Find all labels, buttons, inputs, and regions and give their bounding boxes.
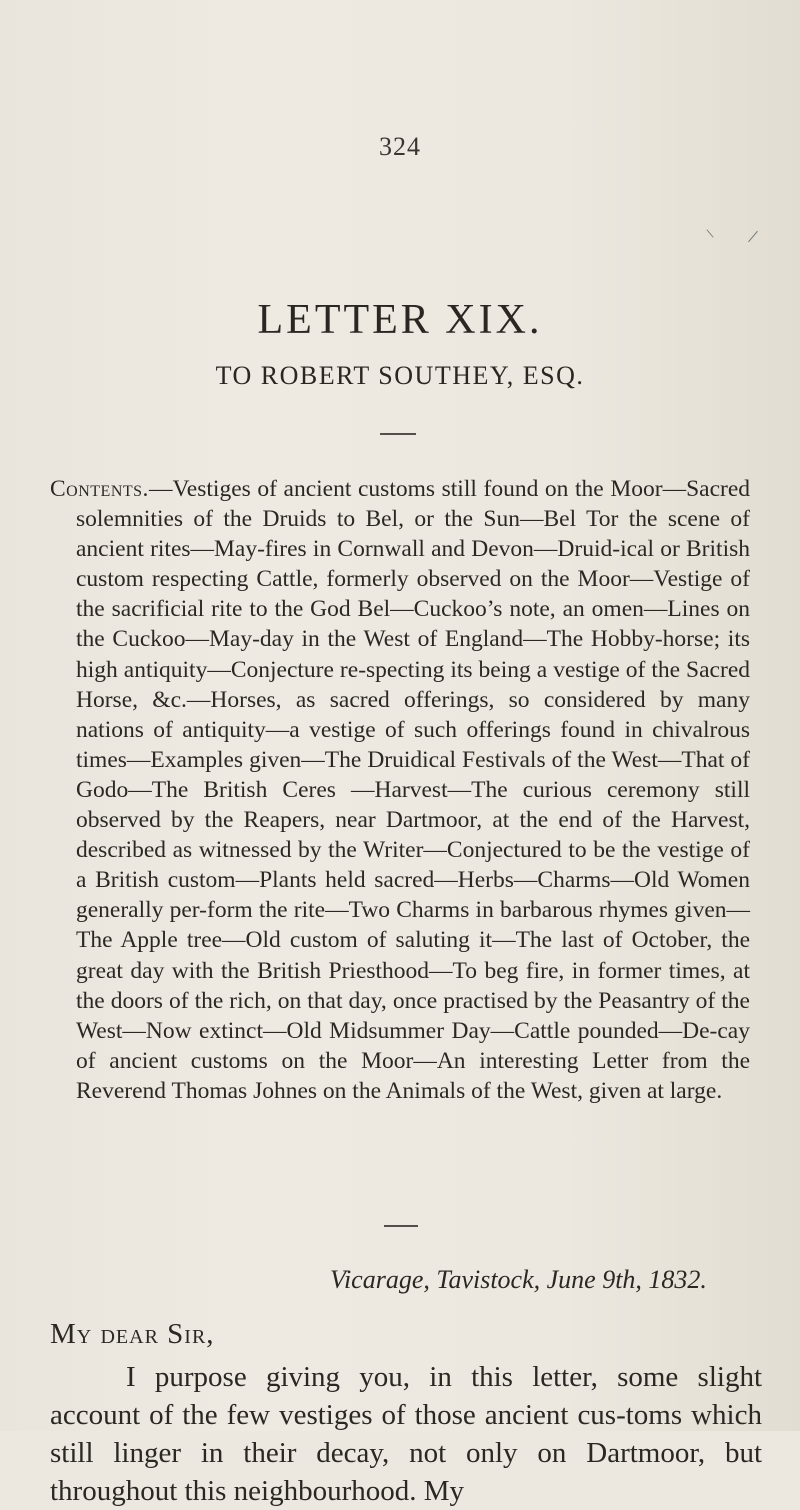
letter-title: LETTER XIX. — [257, 297, 543, 343]
contents-lead: Contents. — [50, 476, 149, 502]
margin-mark — [748, 231, 758, 242]
letter-dateline: Vicarage, Tavistock, June 9th, 1832. — [330, 1265, 707, 1294]
margin-mark — [706, 229, 713, 237]
page-number: 324 — [379, 132, 421, 161]
contents-text: —Vestiges of ancient customs still found on the Moor—Sacred solemnities of the Druids to Bel, or the Sun—Bel Tor the scene of ancient rites—May-fires in Cornwall and Devon—Druid-ical or British custom respecting Cattle, formerly observed on the Moor—Vestige of the sacrificial rite to the God Bel—Cuckoo’s note, an omen—Lines on the Cuckoo—May-day in the West of England—The Hobby-horse; its high antiquity—Conjecture re-specting its being a vestige of the Sacred Horse, &c.—Horses, as sacred offerings, so considered by many nations of antiquity—a vestige of such offerings found in chivalrous times—Examples given—The Druidical Festivals of the West—That of Godo—The British Ceres —Harvest—The curious ceremony still observed by the Reapers, near Dartmoor, at the end of the Harvest, described as witnessed by the Writer—Conjectured to be the vestige of a British custom—Plants held sacred—Herbs—Charms—Old Women generally per-form the rite—Two Charms in barbarous rhymes given—The Apple tree—Old custom of saluting it—The last of October, the great day with the British Priesthood—To beg fire, in former times, at the doors of the rich, on that day, once practised by the Peasantry of the West—Now extinct—Old Midsummer Day—Cattle pounded—De-cay of ancient customs on the Moor—An interesting Letter from the Reverend Thomas Johnes on the Animals of the West, given at large. — [76, 476, 750, 1104]
section-divider — [380, 433, 416, 435]
section-divider — [384, 1225, 418, 1227]
letter-salutation: My dear Sir, — [50, 1318, 215, 1350]
contents-summary — [50, 474, 750, 1106]
letter-body: I purpose giving you, in this letter, some slight account of the few vestiges of those ancient cus-toms which still linger in their decay, not only on Dartmoor, but throughout this neighbourhood. My — [50, 1361, 762, 1507]
letter-recipient: TO ROBERT SOUTHEY, ESQ. — [215, 361, 585, 390]
